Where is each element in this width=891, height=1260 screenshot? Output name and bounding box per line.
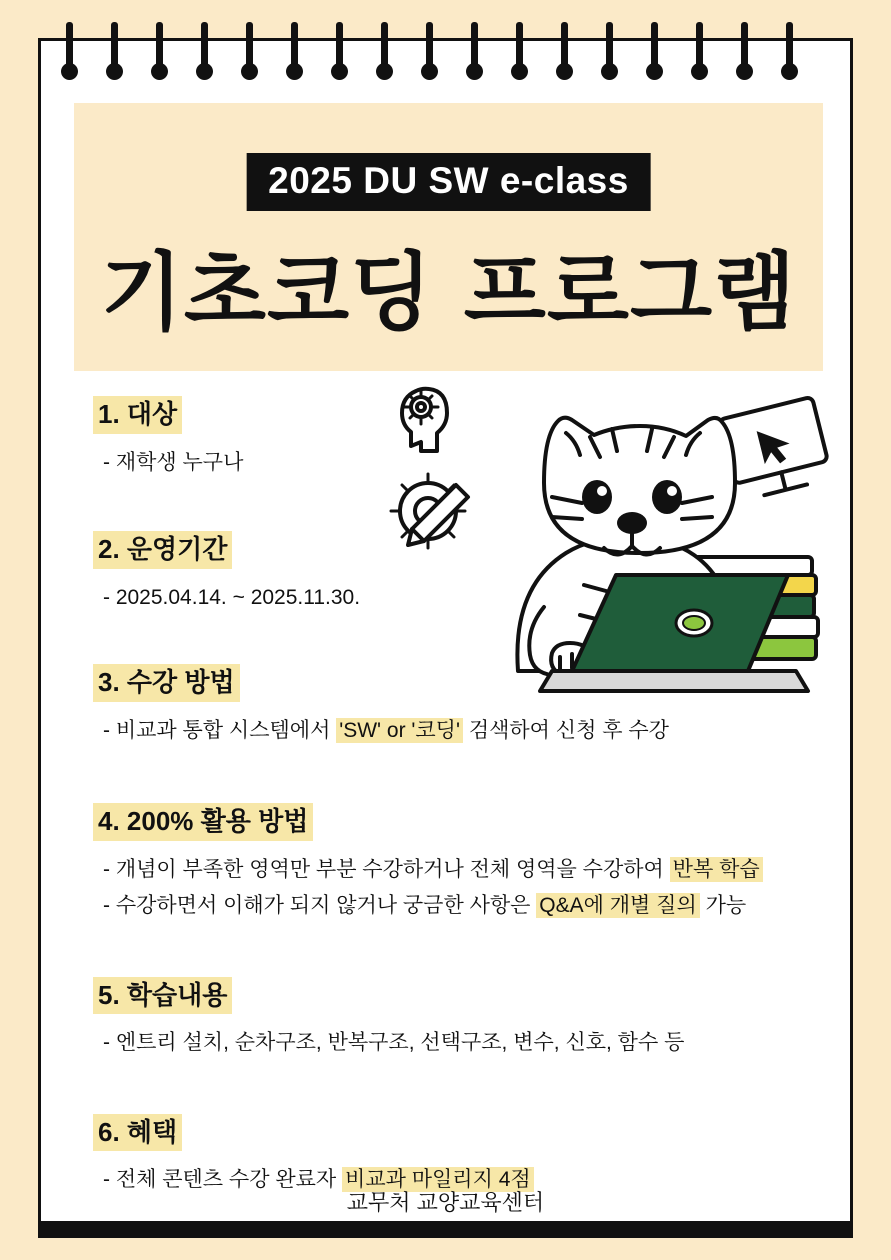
body-text-highlight: 비교과 마일리지 4점 [342, 1167, 534, 1192]
poster-header-band [74, 103, 823, 371]
poster-content [93, 396, 813, 1203]
body-text-post: 가능 [699, 894, 747, 918]
section-usage-tips [93, 753, 813, 923]
body-text-pre: - 개념이 부족한 영역만 부분 수강하거나 전체 영역을 수강하여 [103, 857, 670, 881]
poster-bottom-bar [38, 1221, 853, 1238]
section-heading: 3. 수강 방법 [93, 664, 240, 702]
body-text-pre: - 비교과 통합 시스템에서 [103, 718, 337, 742]
section-heading: 6. 혜택 [93, 1114, 182, 1152]
section-body-line-1 [103, 854, 813, 887]
section-curriculum [93, 929, 813, 1060]
poster-footer: 교무처 교양교육센터 [346, 1190, 545, 1215]
poster-eyebrow: 2025 DU SW e-class [246, 153, 651, 211]
section-body: - 재학생 누구나 [103, 450, 244, 474]
body-text-highlight: 반복 학습 [670, 857, 763, 882]
section-body: - 2025.04.14. ~ 2025.11.30. [103, 585, 361, 609]
page-title: 기초코딩 프로그램 [100, 244, 797, 343]
section-heading: 4. 200% 활용 방법 [93, 803, 313, 841]
body-text-pre: - 수강하면서 이해가 되지 않거나 궁금한 사항은 [103, 894, 537, 918]
section-heading: 1. 대상 [93, 396, 182, 434]
section-period [93, 485, 813, 614]
section-body [103, 715, 813, 748]
section-how-to-enroll [93, 620, 813, 747]
section-heading: 5. 학습내용 [93, 977, 232, 1015]
poster-card [38, 38, 853, 1238]
section-target [93, 396, 813, 479]
section-body-line-2 [103, 890, 813, 923]
body-text-highlight: Q&A에 개별 질의 [536, 893, 699, 918]
body-text-post: 검색하여 신청 후 수강 [462, 718, 669, 742]
body-text-highlight: 'SW' or '코딩' [336, 718, 463, 743]
section-body: - 엔트리 설치, 순차구조, 반복구조, 선택구조, 변수, 신호, 함수 등 [103, 1031, 685, 1055]
section-benefits [93, 1066, 813, 1197]
body-text-pre: - 전체 콘텐츠 수강 완료자 [103, 1168, 343, 1192]
section-heading: 2. 운영기간 [93, 531, 232, 569]
